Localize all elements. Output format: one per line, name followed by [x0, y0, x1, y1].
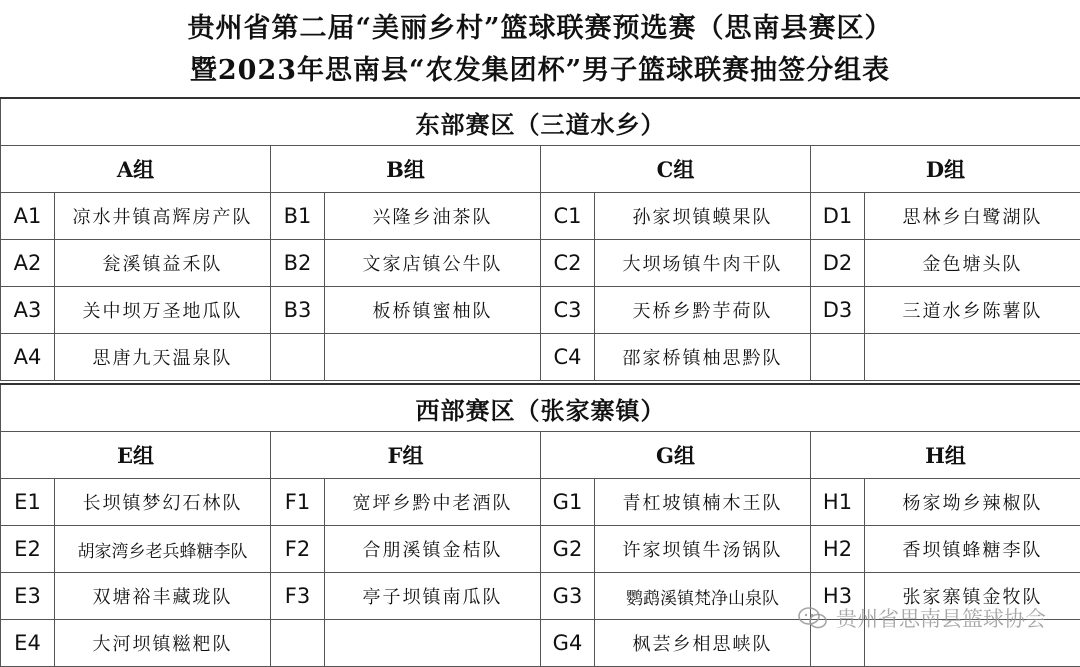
- table-row: [1, 193, 1080, 240]
- team-code: A1: [1, 193, 55, 240]
- document-title-line-1: 贵州省第二届“美丽乡村”篮球联赛预选赛（思南县赛区）: [187, 13, 893, 44]
- team-code: H2: [811, 526, 865, 573]
- watermark-text: 贵州省思南县篮球协会: [836, 607, 1046, 631]
- team-name: 思林乡白鹭湖队: [865, 193, 1080, 240]
- team-name-empty: [865, 620, 1080, 667]
- team-name: 瓮溪镇益禾队: [55, 240, 271, 287]
- team-code: C3: [541, 287, 595, 334]
- team-name: 合朋溪镇金桔队: [325, 526, 541, 573]
- team-code: F2: [271, 526, 325, 573]
- team-code-empty: [271, 620, 325, 667]
- team-name: 张家寨镇金牧队: [865, 573, 1080, 620]
- document-title-line-2: 暨2023年思南县“农发集团杯”男子篮球联赛抽签分组表: [189, 55, 891, 86]
- group-c-header: C组: [541, 146, 811, 193]
- table-row: [1, 287, 1080, 334]
- team-code: F3: [271, 573, 325, 620]
- team-name: 双塘裕丰藏珑队: [55, 573, 271, 620]
- team-name: 许家坝镇牛汤锅队: [595, 526, 811, 573]
- team-code: D1: [811, 193, 865, 240]
- team-code: A2: [1, 240, 55, 287]
- team-name: 兴隆乡油茶队: [325, 193, 541, 240]
- team-code: E4: [1, 620, 55, 667]
- team-code: E1: [1, 479, 55, 526]
- table-row: [1, 526, 1080, 573]
- team-name: 思唐九天温泉队: [55, 334, 271, 381]
- team-name: 青杠坡镇楠木王队: [595, 479, 811, 526]
- team-name: 大坝场镇牛肉干队: [595, 240, 811, 287]
- team-name-empty: [325, 334, 541, 381]
- group-e-header: E组: [1, 432, 271, 479]
- team-name: 宽坪乡黔中老酒队: [325, 479, 541, 526]
- group-b-header: B组: [271, 146, 541, 193]
- team-code: C4: [541, 334, 595, 381]
- team-code: D3: [811, 287, 865, 334]
- team-name: 亭子坝镇南瓜队: [325, 573, 541, 620]
- team-code: G3: [541, 573, 595, 620]
- group-d-header: D组: [811, 146, 1080, 193]
- team-code: B3: [271, 287, 325, 334]
- team-code: H1: [811, 479, 865, 526]
- team-code: H3: [811, 573, 865, 620]
- team-name-empty: [325, 620, 541, 667]
- group-h-header: H组: [811, 432, 1080, 479]
- team-name: 金色塘头队: [865, 240, 1080, 287]
- team-code: B2: [271, 240, 325, 287]
- team-code: A4: [1, 334, 55, 381]
- team-name: 凉水井镇高辉房产队: [55, 193, 271, 240]
- team-name: 天桥乡黔芋荷队: [595, 287, 811, 334]
- team-code: B1: [271, 193, 325, 240]
- team-code: G4: [541, 620, 595, 667]
- table-row: [1, 334, 1080, 381]
- east-zone-table: [0, 97, 1080, 381]
- team-code-empty: [811, 620, 865, 667]
- table-row: [1, 479, 1080, 526]
- team-name: 三道水乡陈薯队: [865, 287, 1080, 334]
- team-code: G1: [541, 479, 595, 526]
- team-name: 长坝镇梦幻石林队: [55, 479, 271, 526]
- team-code-empty: [811, 334, 865, 381]
- group-a-header: A组: [1, 146, 271, 193]
- team-name: 大河坝镇糍粑队: [55, 620, 271, 667]
- team-name: 文家店镇公牛队: [325, 240, 541, 287]
- team-code-empty: [271, 334, 325, 381]
- east-zone-title: 东部赛区（三道水乡）: [1, 98, 1080, 146]
- team-name: 香坝镇蜂糖李队: [865, 526, 1080, 573]
- team-code: E2: [1, 526, 55, 573]
- group-g-header: G组: [541, 432, 811, 479]
- team-name: 关中坝万圣地瓜队: [55, 287, 271, 334]
- west-zone-title: 西部赛区（张家寨镇）: [1, 384, 1080, 432]
- team-code: A3: [1, 287, 55, 334]
- team-name: 枫芸乡相思峡队: [595, 620, 811, 667]
- table-row: [1, 620, 1080, 667]
- team-code: E3: [1, 573, 55, 620]
- team-name: 板桥镇蜜柚队: [325, 287, 541, 334]
- team-code: C2: [541, 240, 595, 287]
- team-name-empty: [865, 334, 1080, 381]
- team-name: 胡家湾乡老兵蜂糖李队: [55, 526, 271, 573]
- team-name: 鹦鹉溪镇梵净山泉队: [595, 573, 811, 620]
- team-code: F1: [271, 479, 325, 526]
- team-code: D2: [811, 240, 865, 287]
- table-row: [1, 573, 1080, 620]
- team-name: 孙家坝镇蟆果队: [595, 193, 811, 240]
- group-f-header: F组: [271, 432, 541, 479]
- team-name: 杨家坳乡辣椒队: [865, 479, 1080, 526]
- west-zone-table: [0, 383, 1080, 667]
- team-name: 邵家桥镇柚思黔队: [595, 334, 811, 381]
- team-code: C1: [541, 193, 595, 240]
- table-row: [1, 240, 1080, 287]
- team-code: G2: [541, 526, 595, 573]
